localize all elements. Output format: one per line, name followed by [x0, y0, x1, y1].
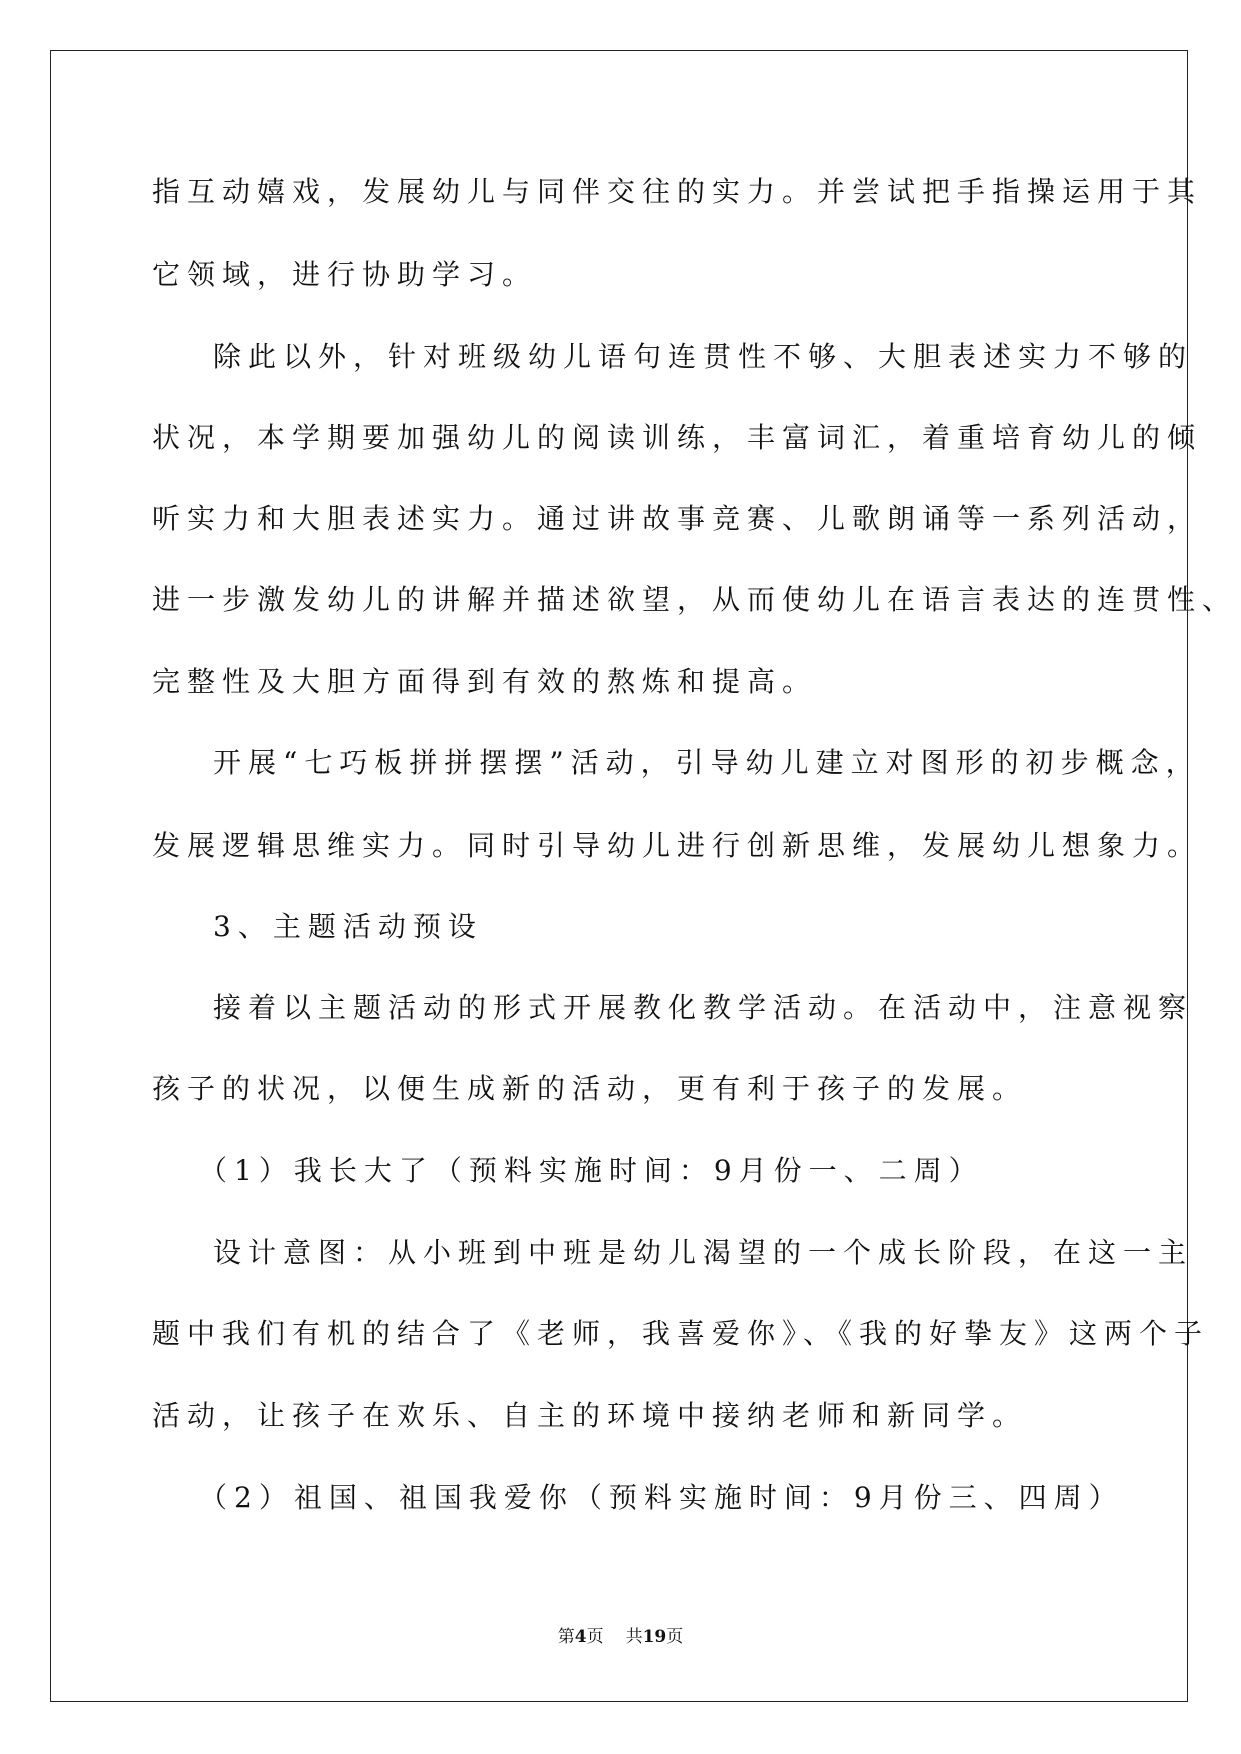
subheading: （1）我长大了（预料实施时间：9月份一、二周）	[199, 1154, 984, 1187]
text-line: 孩子的状况，以便生成新的活动，更有利于孩子的发展。	[152, 1072, 1028, 1105]
text-line: 活动，让孩子在欢乐、自主的环境中接纳老师和新同学。	[152, 1399, 1028, 1432]
text-line: 状况，本学期要加强幼儿的阅读训练，丰富词汇，着重培育幼儿的倾	[152, 421, 1203, 454]
footer-page-suffix: 页	[586, 1627, 604, 1647]
text-line: 题中我们有机的结合了《老师，我喜爱你》、《我的好挚友》这两个子	[152, 1317, 1210, 1350]
page-number: 4	[574, 1627, 587, 1647]
text-line: 接着以主题活动的形式开展教化教学活动。在活动中，注意视察	[213, 991, 1194, 1024]
text-line: 它领域，进行协助学习。	[152, 258, 538, 291]
page-footer	[0, 1625, 1241, 1649]
text-line: 听实力和大胆表述实力。通过讲故事竞赛、儿歌朗诵等一系列活动，	[152, 502, 1203, 535]
footer-prefix: 第	[557, 1627, 575, 1647]
section-heading: 3、主题活动预设	[213, 910, 483, 943]
text-line: 进一步激发幼儿的讲解并描述欲望，从而使幼儿在语言表达的连贯性、	[152, 583, 1238, 616]
text-line: 设计意图：从小班到中班是幼儿渴望的一个成长阶段，在这一主	[213, 1236, 1194, 1269]
text-line: 除此以外，针对班级幼儿语句连贯性不够、大胆表述实力不够的	[213, 340, 1194, 373]
footer-total-suffix: 页	[666, 1627, 684, 1647]
total-pages: 19	[642, 1627, 667, 1647]
subheading: （2）祖国、祖国我爱你（预料实施时间：9月份三、四周）	[199, 1481, 1124, 1514]
text-line: 完整性及大胆方面得到有效的熬炼和提高。	[152, 665, 818, 698]
text-line: 指互动嬉戏，发展幼儿与同伴交往的实力。并尝试把手指操运用于其	[152, 175, 1203, 208]
footer-total-prefix: 共	[625, 1627, 643, 1647]
text-line: 开展“七巧板拼拼摆摆”活动，引导幼儿建立对图形的初步概念，	[213, 746, 1201, 779]
page-border	[50, 50, 1188, 1702]
text-line: 发展逻辑思维实力。同时引导幼儿进行创新思维，发展幼儿想象力。	[152, 829, 1203, 862]
